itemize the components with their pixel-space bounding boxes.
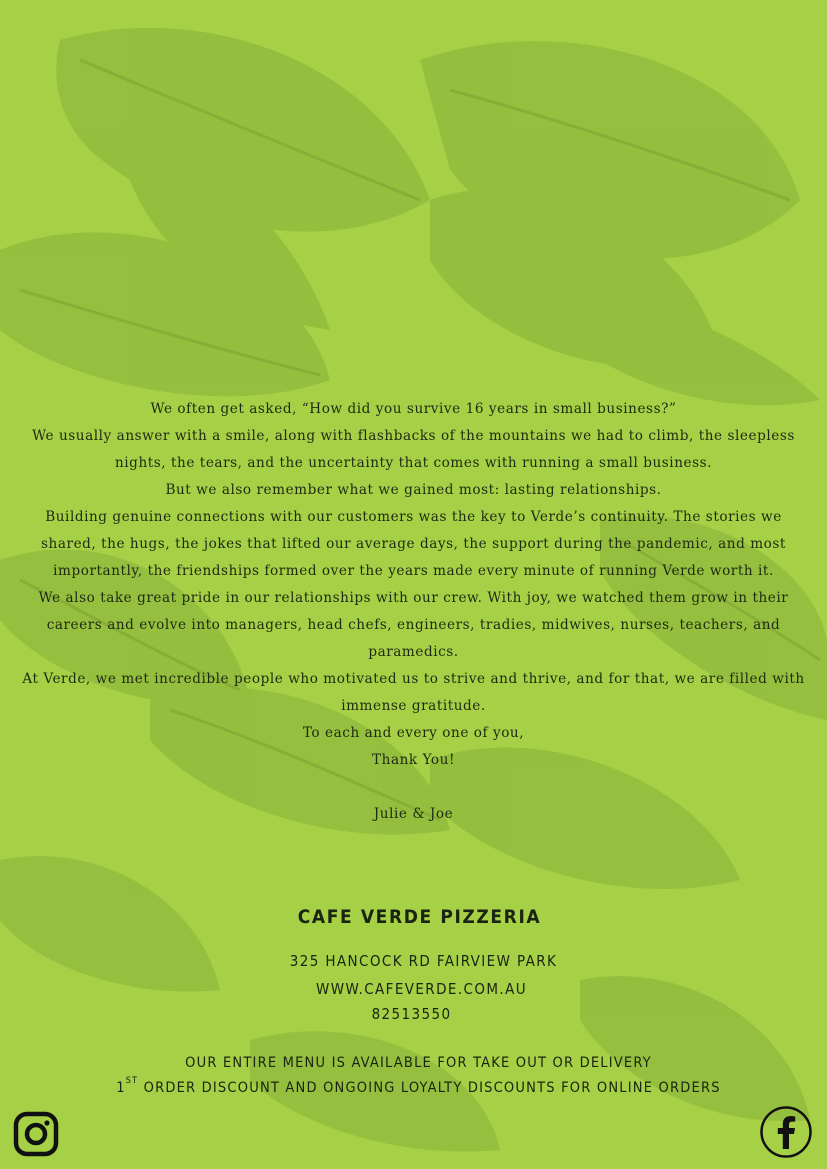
facebook-icon[interactable] (759, 1105, 813, 1159)
business-name: CAFE VERDE PIZZERIA (297, 906, 542, 928)
thank-you-letter (10, 396, 817, 828)
letter-line: immense gratitude. (341, 698, 486, 714)
letter-line: Building genuine connections with our customers was the key to Verde’s continuity. The stories we (45, 509, 782, 525)
letter-line: We often get asked, “How did you survive 16 years in small business?” (150, 401, 677, 417)
letter-line: Thank You! (372, 752, 455, 768)
discount-ordinal-suffix: ST (125, 1076, 139, 1086)
letter-line: shared, the hugs, the jokes that lifted our average days, the support during the pandemic, and most (41, 536, 786, 552)
signature: Julie & Joe (373, 806, 454, 822)
letter-line: nights, the tears, and the uncertainty that comes with running a small business. (114, 455, 713, 471)
letter-line: careers and evolve into managers, head chefs, engineers, tradies, midwives, nurses, teachers, and (46, 617, 781, 633)
instagram-icon[interactable] (13, 1111, 59, 1157)
letter-line: At Verde, we met incredible people who motivated us to strive and thrive, and for that, we are filled with (22, 671, 805, 687)
letter-line: We usually answer with a smile, along with flashbacks of the mountains we had to climb, the sleepless (32, 428, 795, 444)
business-address: 325 HANCOCK RD FAIRVIEW PARK (289, 952, 558, 970)
discount-ordinal: 1 (116, 1080, 126, 1096)
letter-line: paramedics. (368, 644, 459, 660)
phone-number[interactable]: 82513550 (371, 1005, 452, 1023)
letter-line: To each and every one of you, (302, 725, 525, 741)
menu-availability-note: OUR ENTIRE MENU IS AVAILABLE FOR TAKE OUT OR DELIVERY (185, 1055, 652, 1071)
letter-line: But we also remember what we gained most: lasting relationships. (165, 482, 662, 498)
discount-text: ORDER DISCOUNT AND ONGOING LOYALTY DISCOUNTS FOR ONLINE ORDERS (138, 1080, 721, 1096)
letter-line: We also take great pride in our relationships with our crew. With joy, we watched them grow in their (38, 590, 789, 606)
website-link[interactable]: WWW.CAFEVERDE.COM.AU (316, 980, 527, 998)
letter-line: importantly, the friendships formed over the years made every minute of running Verde worth it. (53, 563, 774, 579)
discount-note (5, 1076, 827, 1096)
letter-spacer (10, 774, 817, 801)
